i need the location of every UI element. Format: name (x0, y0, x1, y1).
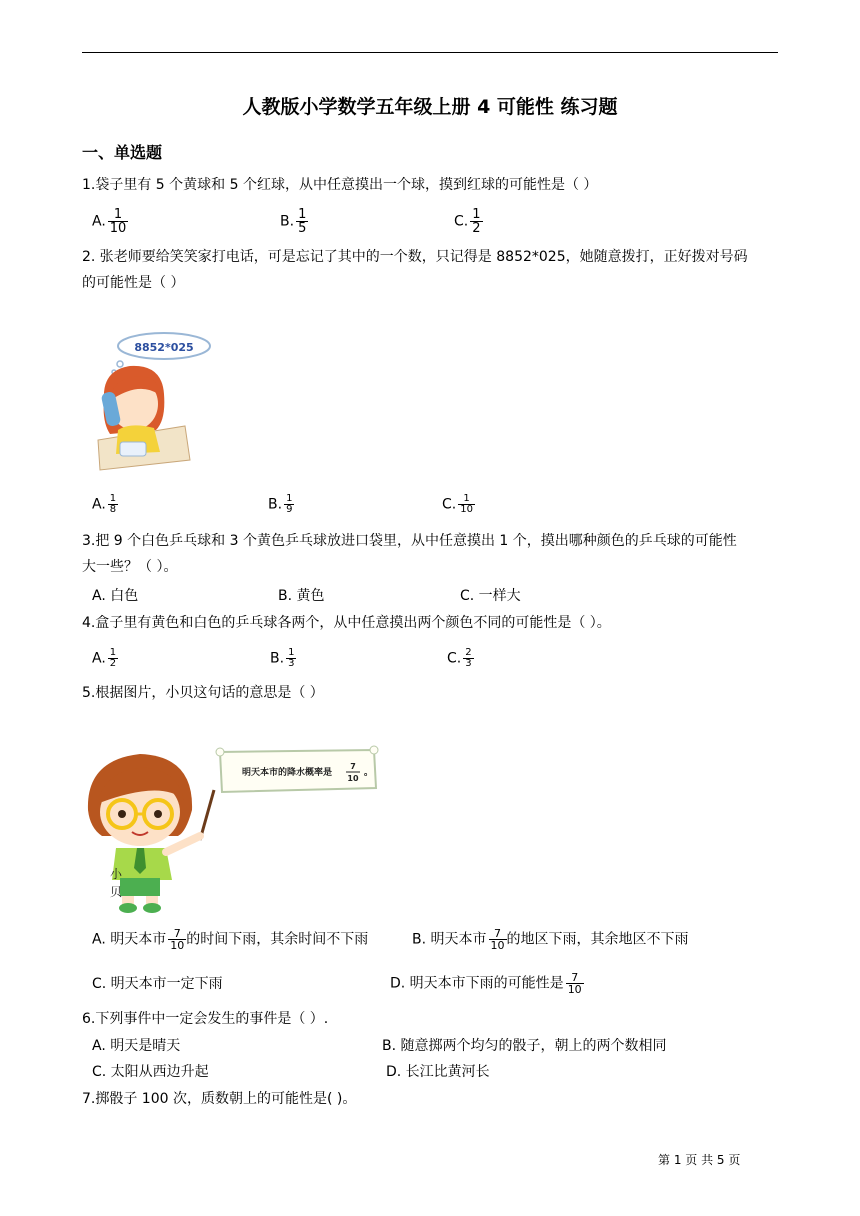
q3-option-a[interactable]: A. 白色 (92, 588, 139, 604)
question-6-text: 6.下列事件中一定会发生的事件是（ ）. (82, 1011, 329, 1027)
fraction: $\frac{7}{10}$ (490, 927, 505, 952)
fraction: $\frac{1}{5}$ (298, 207, 307, 236)
q5-option-b[interactable] (412, 928, 689, 951)
fraction: $\frac{1}{3}$ (288, 647, 295, 669)
q2-option-a[interactable] (92, 494, 118, 515)
q6-option-b[interactable]: B. 随意掷两个均匀的骰子，朝上的两个数相同 (382, 1038, 667, 1054)
q2-option-c[interactable] (442, 494, 475, 515)
option-label: C. (447, 650, 462, 667)
question-5-text: 5.根据图片，小贝这句话的意思是（ ） (82, 685, 324, 701)
q3-option-c[interactable]: C. 一样大 (460, 588, 521, 604)
name-char-2: 贝 (110, 885, 123, 899)
section-heading: 一、单选题 (82, 143, 163, 162)
q5-option-a[interactable] (92, 928, 368, 951)
q4-option-a[interactable] (92, 648, 118, 669)
question-2-line-1: 2. 张老师要给笑笑家打电话，可是忘记了其中的一个数，只记得是 8852*025，她随意拨打，正好拨对号码 (82, 249, 748, 265)
question-3-line-1: 3.把 9 个白色乒乓球和 3 个黄色乒乓球放进口袋里，从中任意摸出 1 个，摸出哪种颜色的乒乓球的可能性 (82, 533, 737, 549)
fraction: $\frac{2}{3}$ (465, 647, 472, 669)
q1-option-b[interactable] (280, 208, 308, 235)
page-title: 人教版小学数学五年级上册 4 可能性 练习题 (242, 96, 618, 118)
fraction: $\frac{1}{2}$ (109, 647, 117, 669)
q5-option-d[interactable] (390, 972, 584, 995)
fraction: $\frac{7}{10}$ (170, 927, 185, 952)
q6-option-c[interactable]: C. 太阳从西边升起 (92, 1064, 209, 1080)
fraction: $\frac{1}{8}$ (109, 493, 117, 515)
option-label: B. (280, 213, 295, 230)
question-4-text: 4.盒子里有黄色和白色的乒乓球各两个，从中任意摸出两个颜色不同的可能性是（ ）。 (82, 615, 611, 631)
fraction: $\frac{1}{9}$ (286, 493, 293, 515)
xiaobei-illustration (82, 740, 382, 915)
question-2-line-2: 的可能性是（ ） (82, 275, 185, 291)
option-label: A. (92, 650, 106, 667)
q4-option-b[interactable] (270, 648, 296, 669)
question-7-text: 7.掷骰子 100 次，质数朝上的可能性是( )。 (82, 1091, 357, 1107)
fraction: $\frac{1}{10}$ (460, 493, 473, 515)
phone-number-bubble: 8852*025 (134, 341, 194, 354)
option-label: B. (270, 650, 285, 667)
q5-option-c[interactable]: C. 明天本市一定下雨 (92, 976, 223, 992)
question-3-line-2: 大一些？（ ）。 (82, 559, 178, 575)
q2-option-b[interactable] (268, 494, 294, 515)
sign-denominator: 10 (347, 774, 359, 783)
q1-option-a[interactable] (92, 208, 128, 235)
fraction: $\frac{1}{2}$ (472, 207, 481, 236)
option-text: D. 明天本市下雨的可能性是 (390, 975, 564, 992)
option-label: A. (92, 496, 106, 513)
q3-option-b[interactable]: B. 黄色 (278, 588, 325, 604)
option-text: 的时间下雨，其余时间不下雨 (186, 931, 369, 948)
option-text: B. 明天本市 (412, 931, 487, 948)
question-1-text: 1.袋子里有 5 个黄球和 5 个红球，从中任意摸出一个球，摸到红球的可能性是（ ） (82, 177, 598, 193)
sign-text: 明天本市的降水概率是 (242, 768, 333, 778)
header-rule (82, 52, 778, 53)
option-label: C. (454, 213, 469, 230)
sign-period: 。 (364, 768, 374, 778)
page-footer: 第 1 页 共 5 页 (658, 1153, 741, 1167)
option-label: B. (268, 496, 283, 513)
option-text: 的地区下雨，其余地区不下雨 (506, 931, 689, 948)
name-char-1: 小 (110, 867, 123, 881)
q6-option-a[interactable]: A. 明天是晴天 (92, 1038, 181, 1054)
q6-option-d[interactable]: D. 长江比黄河长 (386, 1064, 490, 1080)
option-text: A. 明天本市 (92, 931, 167, 948)
girl-phone-illustration (90, 330, 220, 480)
fraction: $\frac{7}{10}$ (567, 971, 582, 996)
q1-option-c[interactable] (454, 208, 483, 235)
option-label: A. (92, 213, 106, 230)
sign-numerator: 7 (350, 762, 356, 771)
q4-option-c[interactable] (447, 648, 474, 669)
option-label: C. (442, 496, 457, 513)
fraction: $\frac{1}{10}$ (109, 207, 127, 236)
